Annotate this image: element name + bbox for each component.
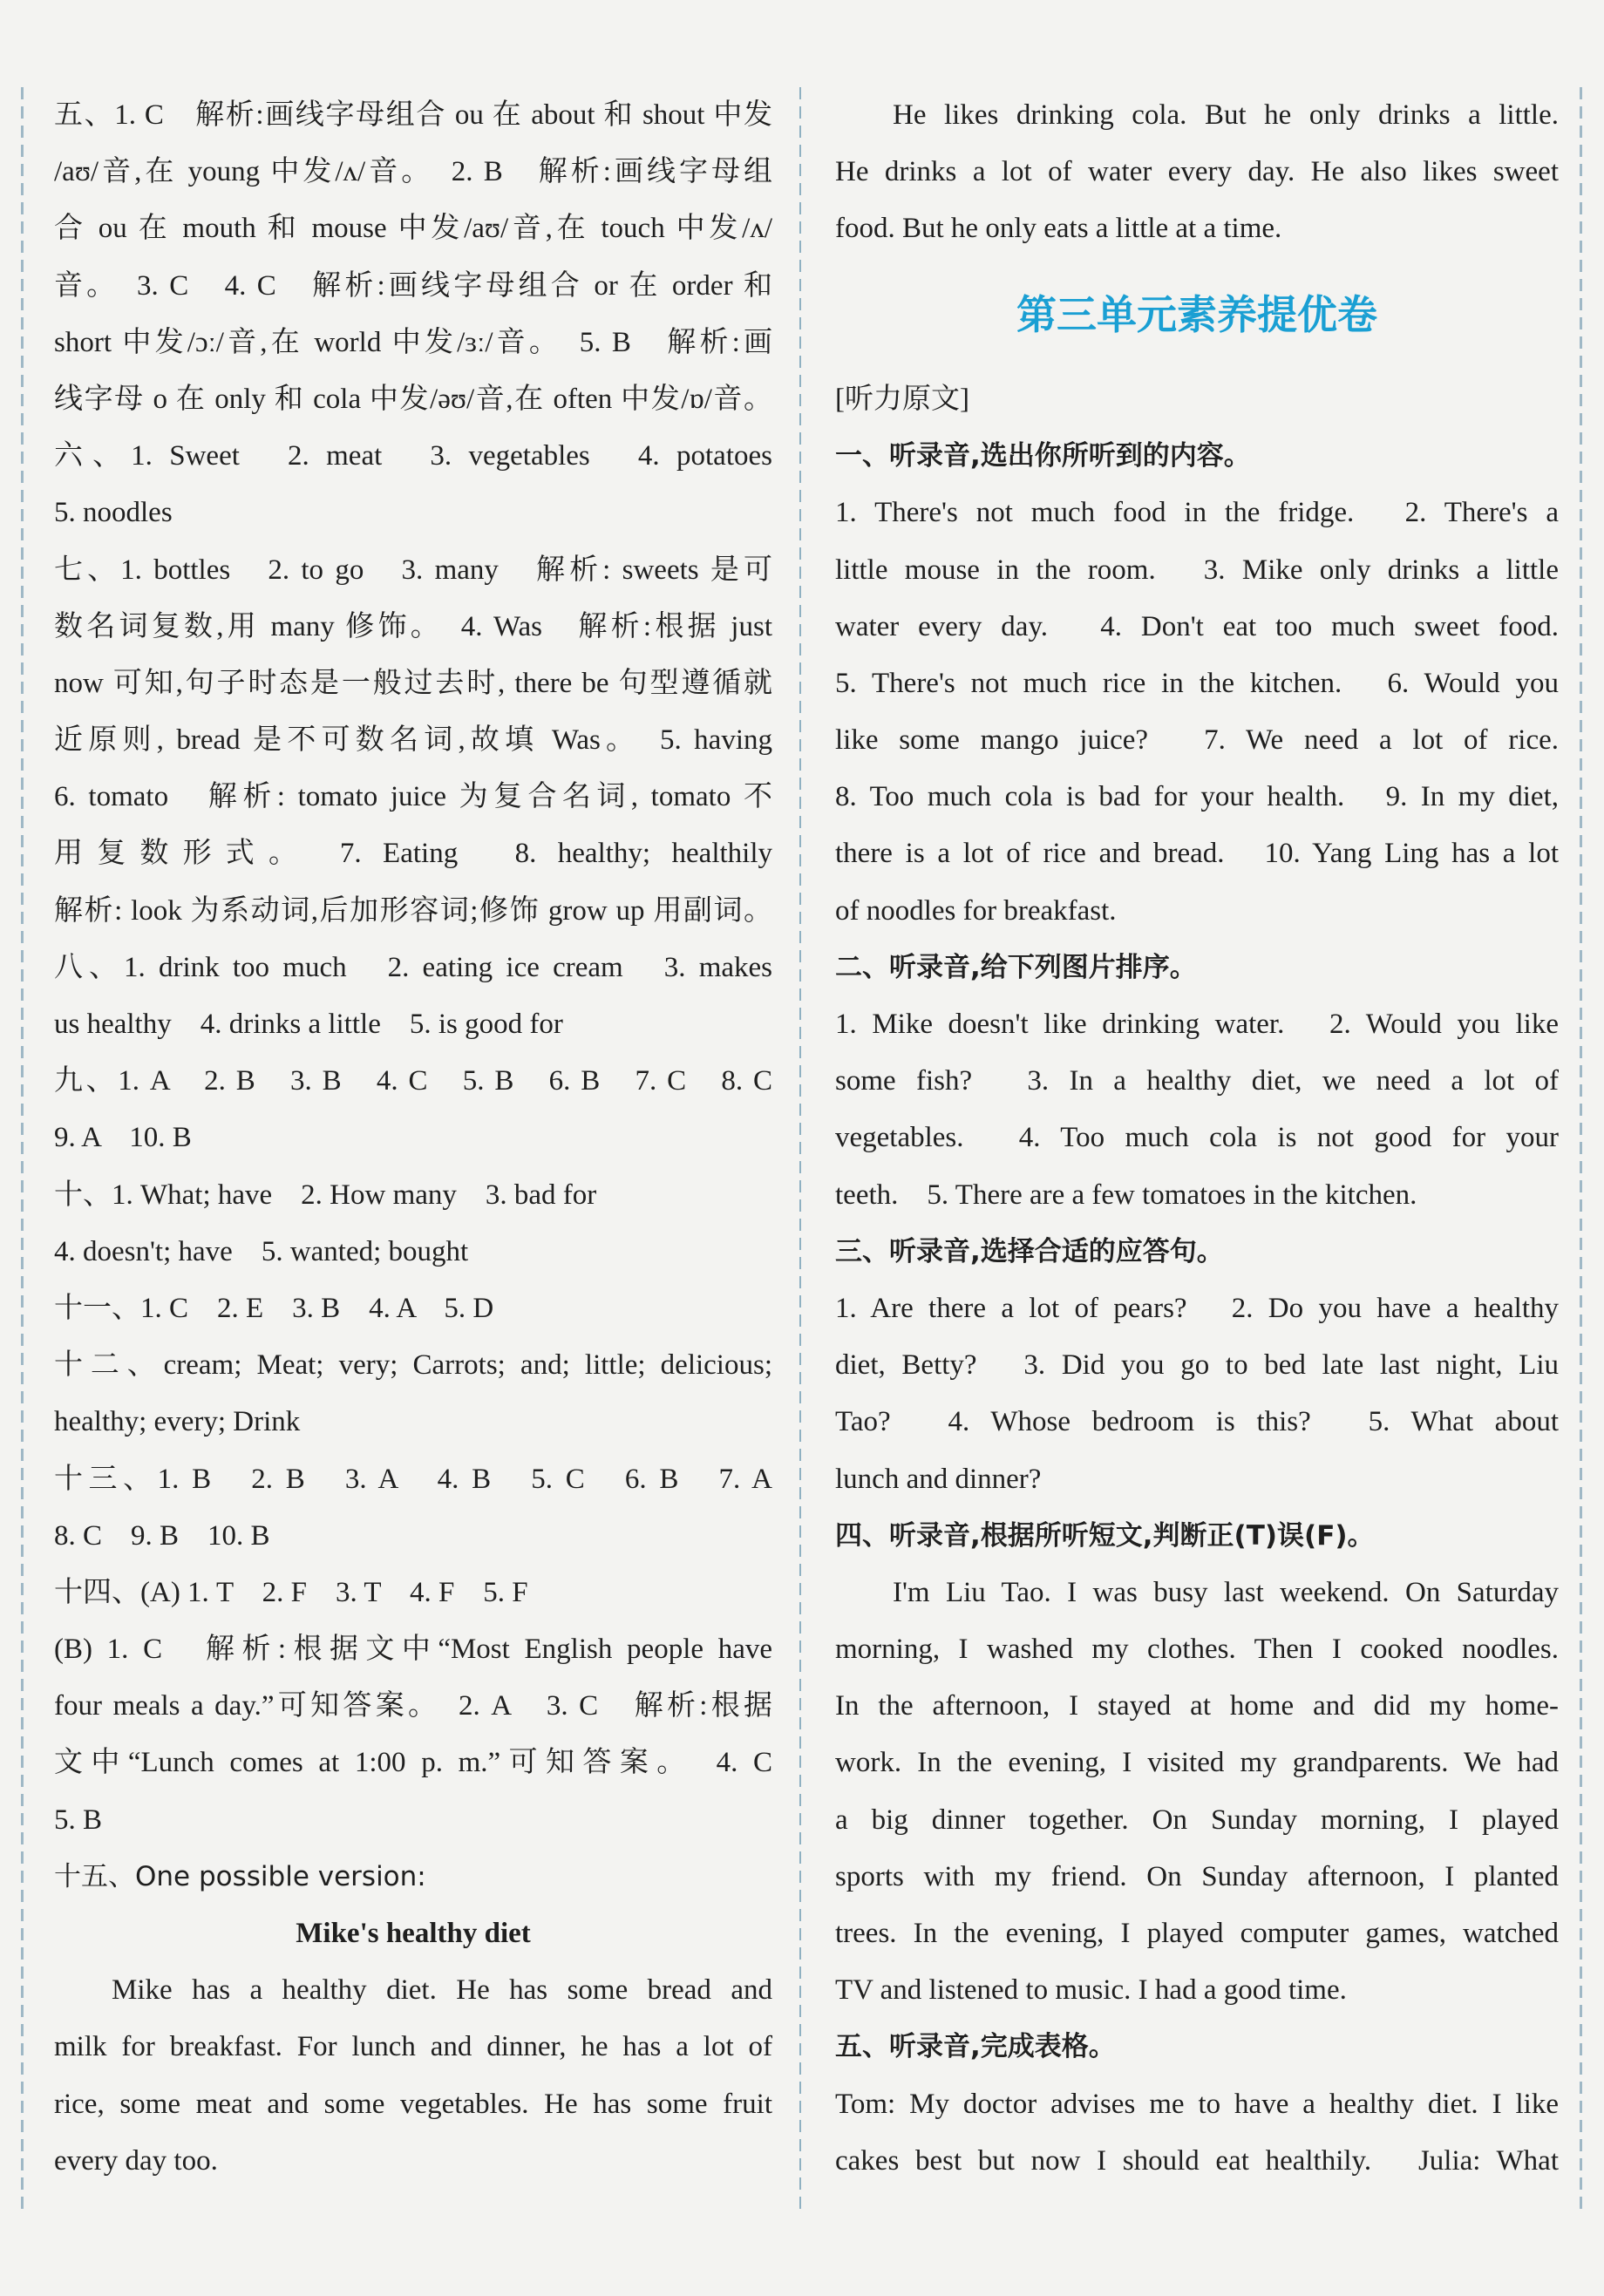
text-line: 1. Mike doesn't like drinking water. 2. Would you like <box>835 1009 1559 1041</box>
left-column <box>54 87 772 2190</box>
text-line: 9. A 10. B <box>54 1122 192 1154</box>
text-line: sports with my friend. On Sunday afternoon, I planted <box>835 1860 1559 1892</box>
text-line: 8. Too much cola is bad for your health. 9. In my diet, <box>835 781 1559 813</box>
text-line: 线字母 o 在 only 和 cola 中发/əʊ/音,在 often 中发/ɒ/音。 <box>54 383 772 415</box>
text-line: 5. noodles <box>54 497 173 529</box>
text-line: (B) 1. C 解析:根据文中“Most English people have <box>54 1634 772 1666</box>
text-line: 1. Are there a lot of pears? 2. Do you have a healthy <box>835 1292 1559 1324</box>
text-line: 4. doesn't; have 5. wanted; bought <box>54 1235 469 1267</box>
unit-title: 第三单元素养提优卷 <box>1016 290 1377 338</box>
section-heading: 三、听录音,选择合适的应答句。 <box>835 1235 1224 1267</box>
text-line: 6. tomato 解析: tomato juice 为复合名词, tomato 不 <box>54 781 772 813</box>
essay-line: every day too. <box>54 2144 218 2177</box>
essay-title: Mike's healthy diet <box>296 1918 531 1949</box>
text-line: morning, I washed my clothes. Then I cooked noodles. <box>835 1634 1559 1666</box>
text-line: water every day. 4. Don't eat too much sweet food. <box>835 610 1559 642</box>
text-line: 音。 3. C 4. C 解析:画线字母组合 or 在 order 和 <box>54 269 772 302</box>
section-heading: 四、听录音,根据所听短文,判断正(T)误(F)。 <box>835 1519 1375 1552</box>
text-line: vegetables. 4. Too much cola is not good for your <box>835 1122 1559 1154</box>
text-line: 5. B <box>54 1804 103 1836</box>
essay-label: 十五、One possible version: <box>54 1860 426 1892</box>
essay-line: He drinks a lot of water every day. He also likes sweet <box>835 156 1559 188</box>
text-line: 十四、(A) 1. T 2. F 3. T 4. F 5. F <box>54 1576 528 1608</box>
text-line: 十三、1. B 2. B 3. A 4. B 5. C 6. B 7. A <box>54 1463 772 1495</box>
text-line: us healthy 4. drinks a little 5. is good for <box>54 1009 563 1040</box>
text-line: trees. In the evening, I played computer games, watched <box>835 1918 1559 1950</box>
listening-label: [听力原文] <box>835 383 969 415</box>
section-heading: 一、听录音,选出你所听到的内容。 <box>835 440 1251 472</box>
text-line: work. In the evening, I visited my grandparents. We had <box>835 1747 1559 1779</box>
section-heading: 五、听录音,完成表格。 <box>835 2031 1116 2063</box>
text-line: 十一、1. C 2. E 3. B 4. A 5. D <box>54 1292 494 1324</box>
text-line: 六、1. Sweet 2. meat 3. vegetables 4. potatoes <box>54 440 772 472</box>
text-line: diet, Betty? 3. Did you go to bed late last night, Liu <box>835 1349 1559 1382</box>
right-column <box>835 87 1559 2190</box>
essay-line: He likes drinking cola. But he only drinks a little. <box>893 99 1559 131</box>
text-line: 近原则, bread 是不可数名词,故填 Was。 5. having <box>54 724 772 757</box>
column-divider <box>799 87 801 2214</box>
text-line: 五、1. C 解析:画线字母组合 ou 在 about 和 shout 中发 <box>54 99 772 131</box>
text-line: Tao? 4. Whose bedroom is this? 5. What about <box>835 1406 1559 1438</box>
right-margin-rule <box>1580 87 1582 2214</box>
text-line: 十、1. What; have 2. How many 3. bad for <box>54 1179 597 1211</box>
text-line: like some mango juice? 7. We need a lot of rice. <box>835 724 1559 757</box>
text-line: 合 ou 在 mouth 和 mouse 中发/aʊ/音,在 touch 中发/ʌ/ <box>54 213 772 245</box>
text-line: 数名词复数,用 many 修饰。 4. Was 解析:根据 just <box>54 610 772 642</box>
text-line: some fish? 3. In a healthy diet, we need a lot of <box>835 1065 1559 1097</box>
section-heading: 二、听录音,给下列图片排序。 <box>835 951 1197 983</box>
text-line: In the afternoon, I stayed at home and did my home- <box>835 1690 1559 1722</box>
text-line: TV and listened to music. I had a good time. <box>835 1974 1347 2007</box>
text-line: teeth. 5. There are a few tomatoes in the kitchen. <box>835 1179 1417 1211</box>
text-line: 八、1. drink too much 2. eating ice cream 3. makes <box>54 951 772 983</box>
text-line: healthy; every; Drink <box>54 1406 301 1438</box>
text-line: short 中发/ɔː/音,在 world 中发/ɜː/音。 5. B 解析:画 <box>54 326 772 358</box>
essay-line: rice, some meat and some vegetables. He has some fruit <box>54 2088 772 2120</box>
text-line: 解析: look 为系动词,后加形容词;修饰 grow up 用副词。 <box>54 894 772 927</box>
essay-line: milk for breakfast. For lunch and dinner, he has a lot of <box>54 2031 772 2063</box>
text-line: 七、1. bottles 2. to go 3. many 解析: sweets 是可 <box>54 554 772 586</box>
text-line: Tom: My doctor advises me to have a healthy diet. I like <box>835 2088 1559 2120</box>
text-line: 文中“Lunch comes at 1:00 p. m.”可知答案。 4. C <box>54 1747 772 1779</box>
text-line: a big dinner together. On Sunday morning, I played <box>835 1804 1559 1836</box>
text-line: 1. There's not much food in the fridge. 2. There's a <box>835 497 1559 529</box>
text-line: now 可知,句子时态是一般过去时, there be 句型遵循就 <box>54 667 772 699</box>
text-line: 十二、cream; Meat; very; Carrots; and; little; delicious; <box>54 1349 772 1382</box>
text-line: 5. There's not much rice in the kitchen. 6. Would you <box>835 667 1559 699</box>
text-line: 九、1. A 2. B 3. B 4. C 5. B 6. B 7. C 8. C <box>54 1065 772 1097</box>
text-line: of noodles for breakfast. <box>835 894 1117 927</box>
left-margin-rule <box>21 87 24 2214</box>
text-line: 用复数形式。 7. Eating 8. healthy; healthily <box>54 838 772 870</box>
text-line: cakes best but now I should eat healthily. Julia: What <box>835 2144 1559 2177</box>
text-line: 8. C 9. B 10. B <box>54 1519 270 1552</box>
text-line: little mouse in the room. 3. Mike only drinks a little <box>835 554 1559 586</box>
text-line: four meals a day.”可知答案。 2. A 3. C 解析:根据 <box>54 1690 772 1722</box>
essay-line: Mike has a healthy diet. He has some bread and <box>112 1974 772 2007</box>
essay-line: food. But he only eats a little at a time. <box>835 213 1282 245</box>
text-line: /aʊ/音,在 young 中发/ʌ/音。 2. B 解析:画线字母组 <box>54 156 772 188</box>
text-line: I'm Liu Tao. I was busy last weekend. On Saturday <box>893 1576 1559 1608</box>
text-line: lunch and dinner? <box>835 1463 1042 1495</box>
text-line: there is a lot of rice and bread. 10. Yang Ling has a lot <box>835 838 1559 870</box>
